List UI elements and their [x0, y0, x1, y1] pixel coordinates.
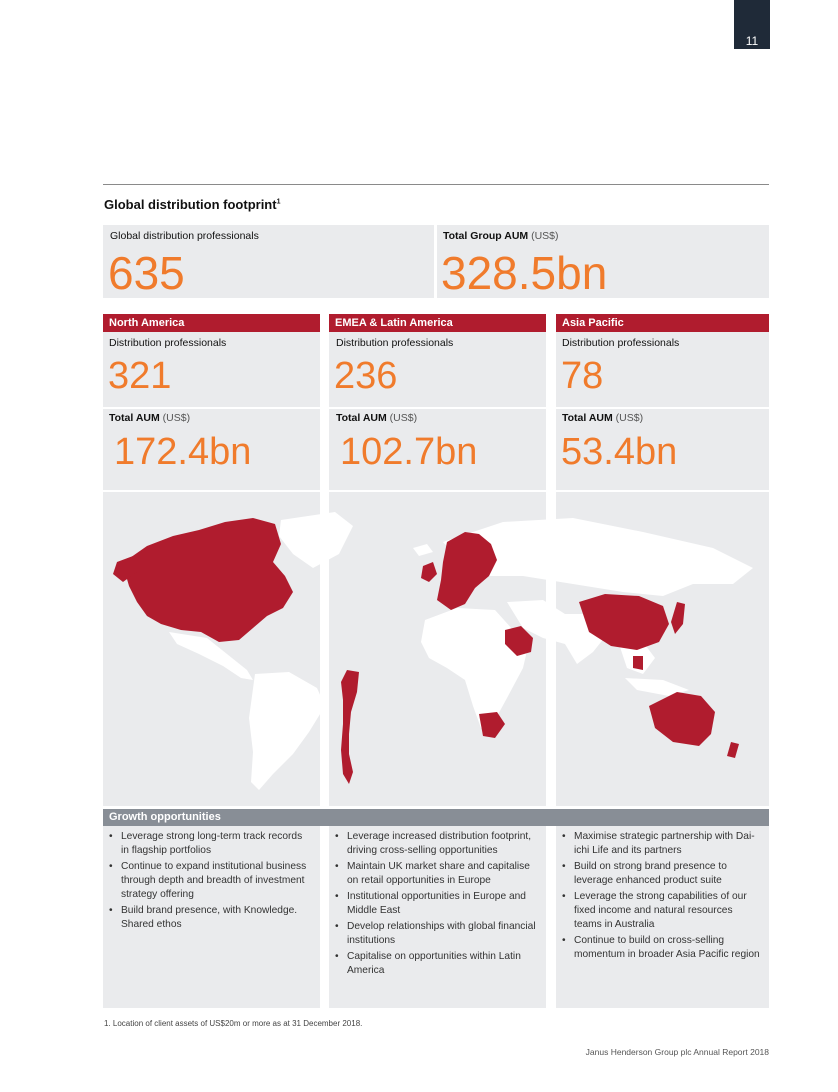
region-divider — [103, 407, 320, 409]
list-item: • Leverage strong long-term track records in flagship portfolios — [107, 830, 312, 858]
apac-aum-value: 53.4bn — [561, 431, 678, 473]
list-item: • Maximise strategic partnership with Dai-ichi Life and its partners — [560, 830, 760, 858]
list-item: • Maintain UK market share and capitalise on retail opportunities in Europe — [333, 860, 538, 888]
list-item-text: Build brand presence, with Knowledge. Shared ethos — [121, 905, 298, 930]
title-footnote-mark: 1 — [276, 198, 281, 206]
emea-aum-label — [336, 412, 417, 424]
na-aum-value: 172.4bn — [114, 431, 252, 473]
list-item: • Develop relationships with global financial institutions — [333, 920, 538, 948]
list-item: • Leverage increased distribution footprint, driving cross-selling opportunities — [333, 830, 538, 858]
na-aum-unit: (US$) — [162, 412, 191, 424]
global-professionals-value: 635 — [108, 247, 185, 299]
apac-aum-unit: (US$) — [615, 412, 644, 424]
list-item: • Leverage the strong capabilities of our fixed income and natural resources teams in Australia — [560, 890, 760, 932]
growth-list-north-america — [107, 830, 312, 934]
apac-professionals-label: Distribution professionals — [562, 337, 680, 349]
footnote: 1. Location of client assets of US$20m or more as at 31 December 2018. — [104, 1019, 363, 1028]
growth-list-asia-pacific — [560, 830, 760, 964]
emea-professionals-value: 236 — [334, 355, 398, 397]
global-professionals-label: Global distribution professionals — [110, 230, 259, 242]
na-professionals-label: Distribution professionals — [109, 337, 227, 349]
region-divider — [556, 407, 769, 409]
world-map-icon — [103, 492, 769, 806]
page-number: 11 — [734, 0, 770, 49]
na-professionals-value: 321 — [108, 355, 172, 397]
report-footer: Janus Henderson Group plc Annual Report 2018 — [585, 1047, 769, 1057]
page-title-text: Global distribution footprint — [104, 197, 277, 212]
apac-professionals-value: 78 — [561, 355, 604, 397]
growth-list-emea — [333, 830, 538, 980]
global-aum-label-text: Total Group AUM — [443, 230, 529, 242]
list-item: • Continue to expand institutional business through depth and breadth of investment strategy offering — [107, 860, 312, 902]
emea-aum-value: 102.7bn — [340, 431, 478, 473]
emea-aum-label-text: Total AUM — [336, 412, 387, 424]
list-item: • Institutional opportunities in Europe and Middle East — [333, 890, 538, 918]
global-aum-unit: (US$) — [531, 230, 559, 242]
list-item: • Build on strong brand presence to leverage enhanced product suite — [560, 860, 760, 888]
list-item: • Continue to build on cross-selling momentum in broader Asia Pacific region — [560, 934, 760, 962]
emea-professionals-label: Distribution professionals — [336, 337, 454, 349]
emea-aum-unit: (US$) — [389, 412, 418, 424]
global-aum-label — [443, 230, 559, 242]
region-header-emea: EMEA & Latin America — [329, 314, 546, 332]
region-header-asia-pacific: Asia Pacific — [556, 314, 769, 332]
list-item — [107, 904, 312, 932]
top-divider — [103, 184, 769, 185]
na-aum-label — [109, 412, 190, 424]
growth-opportunities-heading: Growth opportunities — [103, 809, 769, 826]
na-aum-label-text: Total AUM — [109, 412, 160, 424]
apac-aum-label — [562, 412, 643, 424]
region-header-north-america: North America — [103, 314, 320, 332]
global-aum-value: 328.5bn — [441, 247, 608, 299]
region-divider — [329, 407, 546, 409]
page-title — [104, 197, 281, 212]
list-item: • Capitalise on opportunities within Latin America — [333, 950, 538, 978]
apac-aum-label-text: Total AUM — [562, 412, 613, 424]
